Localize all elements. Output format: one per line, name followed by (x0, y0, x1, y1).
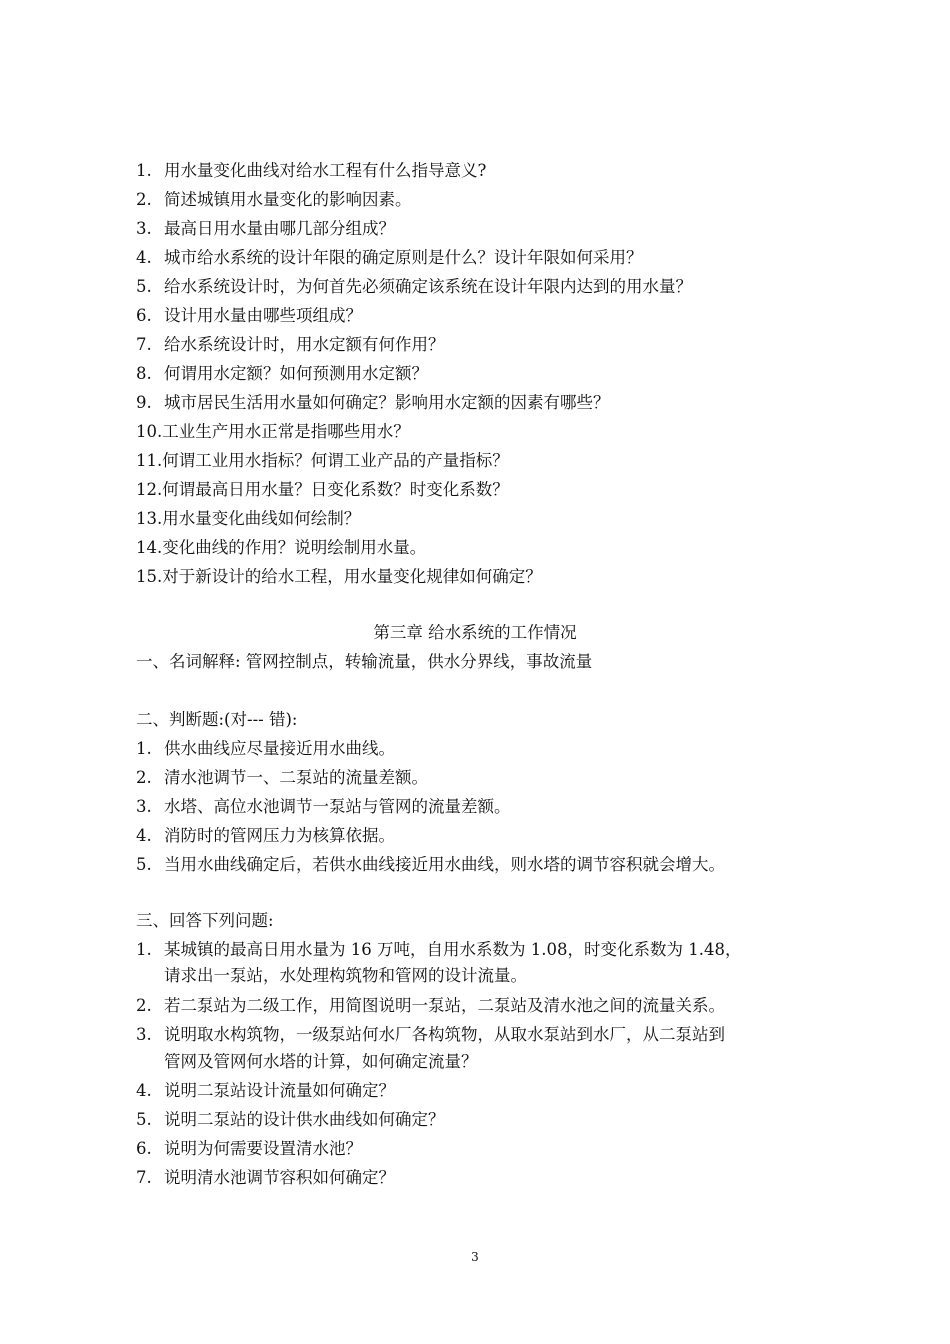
question-13 (136, 509, 360, 529)
item-number: 3. (136, 219, 152, 238)
item-text: 何谓最高日用水量？日变化系数？时变化系数？ (162, 480, 509, 499)
item-number: 5. (136, 855, 152, 874)
item-number: 2. (136, 996, 152, 1015)
item-text: 用水量变化曲线对给水工程有什么指导意义? (164, 161, 487, 180)
item-text: 说明为何需要设置清水池？ (164, 1139, 362, 1158)
item-text: 说明取水构筑物，一级泵站何水厂各构筑物，从取水泵站到水厂，从二泵站到 (164, 1025, 725, 1044)
answer-item-5 (136, 1110, 445, 1130)
item-text: 当用水曲线确定后，若供水曲线接近用水曲线，则水塔的调节容积就会增大。 (164, 855, 725, 874)
item-number: 10. (136, 422, 163, 441)
item-text: 清水池调节一、二泵站的流量差额。 (164, 768, 428, 787)
question-8 (136, 364, 428, 384)
item-number: 4. (136, 826, 152, 845)
judge-item-2 (136, 768, 428, 788)
item-number: 4. (136, 248, 152, 267)
answer-item-4 (136, 1081, 395, 1101)
item-number: 1. (136, 739, 152, 758)
item-text: 某城镇的最高日用水量为 16 万吨，自用水系数为 1.08，时变化系数为 1.48， (164, 940, 742, 959)
item-number: 11. (136, 451, 163, 470)
item-number: 5. (136, 1110, 152, 1129)
answer-item-6 (136, 1139, 362, 1159)
item-text: 给水系统设计时，为何首先必须确定该系统在设计年限内达到的用水量？ (164, 277, 692, 296)
answer-item-1 (136, 940, 741, 960)
item-text: 工业生产用水正常是指哪些用水？ (162, 422, 410, 441)
question-3 (136, 219, 395, 239)
answer-item-1-continued: 请求出一泵站，水处理构筑物和管网的设计流量。 (164, 966, 527, 985)
question-2 (136, 190, 412, 210)
item-text: 对于新设计的给水工程，用水量变化规律如何确定？ (162, 567, 542, 586)
item-number: 5. (136, 277, 152, 296)
answer-item-7 (136, 1168, 395, 1188)
item-number: 3. (136, 1025, 152, 1044)
item-text: 说明二泵站的设计供水曲线如何确定？ (164, 1110, 445, 1129)
item-number: 14. (136, 538, 163, 557)
question-11 (136, 451, 509, 471)
judge-item-3 (136, 797, 511, 817)
judge-heading: 二、判断题:(对--- 错): (136, 710, 298, 729)
item-number: 4. (136, 1081, 152, 1100)
question-5 (136, 277, 692, 297)
item-text: 供水曲线应尽量接近用水曲线。 (164, 739, 395, 758)
item-number: 2. (136, 190, 152, 209)
item-number: 15. (136, 567, 163, 586)
item-text: 城市居民生活用水量如何确定？影响用水定额的因素有哪些？ (164, 393, 610, 412)
item-text: 用水量变化曲线如何绘制？ (162, 509, 361, 528)
item-number: 3. (136, 797, 152, 816)
item-text: 简述城镇用水量变化的影响因素。 (164, 190, 412, 209)
item-number: 6. (136, 1139, 152, 1158)
question-4 (136, 248, 643, 268)
item-text: 说明二泵站设计流量如何确定？ (164, 1081, 395, 1100)
answer-item-3 (136, 1025, 725, 1045)
answer-item-3-continued: 管网及管网何水塔的计算，如何确定流量？ (164, 1052, 478, 1071)
item-text: 城市给水系统的设计年限的确定原则是什么？设计年限如何采用？ (164, 248, 643, 267)
item-text: 变化曲线的作用？说明绘制用水量。 (162, 538, 427, 557)
chapter-title: 第三章 给水系统的工作情况 (373, 623, 577, 642)
question-10 (136, 422, 410, 442)
item-text: 水塔、高位水池调节一泵站与管网的流量差额。 (164, 797, 511, 816)
question-9 (136, 393, 610, 413)
judge-item-4 (136, 826, 395, 846)
item-text: 若二泵站为二级工作，用简图说明一泵站，二泵站及清水池之间的流量关系。 (164, 996, 725, 1015)
item-number: 8. (136, 364, 152, 383)
item-text: 消防时的管网压力为核算依据。 (164, 826, 395, 845)
question-6 (136, 306, 362, 326)
item-number: 9. (136, 393, 152, 412)
question-15 (136, 567, 542, 587)
item-number: 6. (136, 306, 152, 325)
terms-heading: 一、名词解释: 管网控制点，转输流量，供水分界线，事故流量 (136, 652, 593, 671)
item-text: 说明清水池调节容积如何确定？ (164, 1168, 395, 1187)
page-number: 3 (471, 1250, 479, 1264)
item-number: 13. (136, 509, 163, 528)
item-number: 7. (136, 335, 152, 354)
answer-item-2 (136, 996, 725, 1016)
answer-heading: 三、回答下列问题: (136, 911, 274, 930)
item-text: 给水系统设计时，用水定额有何作用？ (164, 335, 445, 354)
question-12 (136, 480, 509, 500)
item-number: 7. (136, 1168, 152, 1187)
judge-item-5 (136, 855, 725, 875)
item-number: 1. (136, 940, 152, 959)
item-text: 何谓工业用水指标？何谓工业产品的产量指标？ (162, 451, 509, 470)
judge-item-1 (136, 739, 395, 759)
item-number: 12. (136, 480, 163, 499)
item-number: 2. (136, 768, 152, 787)
item-text: 何谓用水定额？如何预测用水定额？ (164, 364, 428, 383)
question-7 (136, 335, 445, 355)
item-number: 1. (136, 161, 152, 180)
item-text: 设计用水量由哪些项组成？ (164, 306, 362, 325)
item-text: 最高日用水量由哪几部分组成？ (164, 219, 395, 238)
question-14 (136, 538, 426, 558)
question-1 (136, 161, 486, 181)
